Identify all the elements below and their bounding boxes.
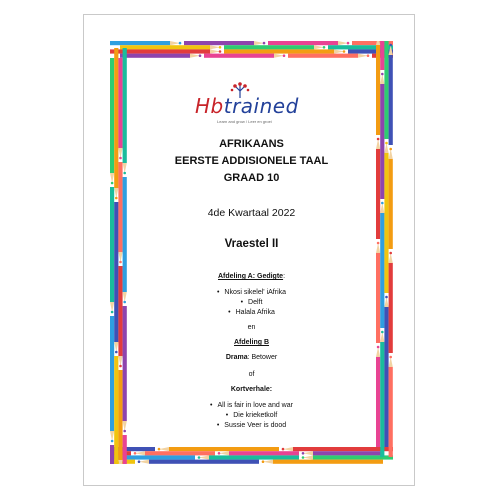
short-stories-label: Kortverhale: xyxy=(230,386,273,393)
pencil-lead xyxy=(115,197,118,200)
hbtrained-logo xyxy=(195,82,315,126)
pencil xyxy=(110,187,114,302)
pencil-lead xyxy=(123,172,126,175)
pencil-lead xyxy=(123,430,126,433)
pencil-lead xyxy=(377,346,380,349)
pencil-tip xyxy=(110,173,114,183)
pencil-tip xyxy=(118,148,122,158)
pencil xyxy=(268,41,338,45)
pencil-lead xyxy=(158,448,161,451)
pencil xyxy=(209,455,299,459)
pencil xyxy=(380,213,384,328)
pencil-tip xyxy=(118,356,122,366)
pencil-tip xyxy=(199,455,209,459)
pencil-lead xyxy=(381,73,384,76)
pencil xyxy=(376,45,380,135)
logo-prefix: Hb xyxy=(195,94,224,118)
pencil-lead xyxy=(367,54,370,57)
pencil-tip xyxy=(376,347,380,357)
pencil-lead xyxy=(111,440,114,443)
pencil xyxy=(224,49,334,53)
pencil-tip xyxy=(263,460,273,464)
pencil-tip xyxy=(389,357,393,367)
story-label: • Sussie Veer is dood xyxy=(217,422,286,429)
poem-item xyxy=(127,309,376,316)
pencil-tip xyxy=(389,149,393,159)
poem-label: • Nkosi sikelel' iAfrika xyxy=(217,289,286,296)
pencil-tip xyxy=(118,252,122,262)
pencil xyxy=(145,451,215,455)
story-item xyxy=(127,402,376,409)
pencil xyxy=(224,45,314,49)
pencil-lead xyxy=(262,460,265,463)
pencil-lead xyxy=(385,296,388,299)
pencil-lead xyxy=(199,54,202,57)
pencil-lead xyxy=(283,54,286,57)
pencil-lead xyxy=(377,138,380,141)
pencil-lead xyxy=(219,50,222,53)
pencil-tip xyxy=(376,243,380,253)
pencil-tip xyxy=(210,49,220,53)
pencil xyxy=(229,451,299,455)
pencil xyxy=(376,357,380,447)
pencil xyxy=(376,253,380,343)
drama-line xyxy=(127,354,376,361)
grade-title: GRAAD 10 xyxy=(223,172,280,184)
pencil-tip xyxy=(135,451,145,455)
drama-label: Drama xyxy=(225,354,248,361)
pencil xyxy=(118,58,122,148)
pencil xyxy=(273,460,383,464)
pencil xyxy=(120,45,210,49)
pencil-lead xyxy=(179,42,182,45)
pencil-lead xyxy=(343,50,346,53)
pencil-tip xyxy=(283,447,293,451)
pencil xyxy=(110,41,170,45)
pencil-tip xyxy=(210,45,220,49)
pencil-lead xyxy=(115,351,118,354)
or-text: of xyxy=(248,371,255,378)
pencil xyxy=(384,41,388,139)
pencil xyxy=(313,451,383,455)
section-a-colon: : xyxy=(283,273,286,280)
section-a-heading xyxy=(127,273,376,280)
pencil xyxy=(118,162,122,252)
subject-title: AFRIKAANS xyxy=(219,138,284,150)
pencil xyxy=(293,447,393,451)
pencil-lead xyxy=(119,365,122,368)
pencil-tip xyxy=(303,455,313,459)
story-label: • All is fair in love and war xyxy=(210,402,293,409)
pencil-lead xyxy=(377,242,380,245)
story-label: • Die krieketkolf xyxy=(226,412,277,419)
pencil-tip xyxy=(338,41,348,45)
pencil-tip xyxy=(219,451,229,455)
pencil-lead xyxy=(123,301,126,304)
pencil-lead xyxy=(263,42,266,45)
pencil-lead xyxy=(198,456,201,459)
pencil xyxy=(389,159,393,249)
pencil-tip xyxy=(314,45,324,49)
pencil-tip xyxy=(110,302,114,312)
pencil-lead xyxy=(347,42,350,45)
pencil-tip xyxy=(303,451,313,455)
pencil-tip xyxy=(110,431,114,441)
pencil xyxy=(184,41,254,45)
pencil-lead xyxy=(389,44,392,47)
cover-content xyxy=(127,58,376,447)
pencil-lead xyxy=(385,142,388,145)
poem-label: • Halala Afrika xyxy=(228,309,275,316)
pencil-lead xyxy=(119,157,122,160)
pencil-tip xyxy=(334,49,344,53)
pencil xyxy=(118,266,122,356)
pencil-tip xyxy=(376,139,380,149)
pencil xyxy=(376,149,380,239)
pencil-lead xyxy=(119,261,122,264)
pencil xyxy=(380,84,384,199)
quarter-label: 4de Kwartaal 2022 xyxy=(207,207,296,219)
pencil-tip xyxy=(114,342,118,352)
pencil xyxy=(118,370,122,460)
pencil-lead xyxy=(389,356,392,359)
pencil-lead xyxy=(302,452,305,455)
pencil-lead xyxy=(381,202,384,205)
pencil xyxy=(110,445,114,464)
pencil xyxy=(114,48,118,188)
pencil-lead xyxy=(138,460,141,463)
logo-tagline: Learn and grow / Leer en groei xyxy=(217,119,272,124)
pencil-tip xyxy=(114,188,118,198)
pencil-lead xyxy=(218,452,221,455)
pencil-lead xyxy=(381,331,384,334)
pencil-lead xyxy=(219,46,222,49)
paper-title: Vraestel II xyxy=(224,238,279,250)
story-item xyxy=(127,412,376,419)
pencil-tip xyxy=(159,447,169,451)
pencil-tip xyxy=(384,143,388,153)
pencil-lead xyxy=(323,46,326,49)
pencil xyxy=(110,58,114,173)
pencil xyxy=(389,263,393,353)
section-a-title: Afdeling A: Gedigte xyxy=(217,273,284,280)
pencil xyxy=(114,202,118,342)
pencil xyxy=(380,342,384,457)
pencil-tip xyxy=(380,332,384,342)
pencil xyxy=(380,41,384,70)
pencil xyxy=(169,447,279,451)
pencil-lead xyxy=(389,148,392,151)
logo-suffix: trained xyxy=(223,94,299,118)
poem-label: • Delft xyxy=(241,299,263,306)
logo-wordmark xyxy=(195,94,299,118)
story-item xyxy=(127,422,376,429)
pencil-lead xyxy=(302,456,305,459)
pencil-tip xyxy=(380,74,384,84)
pencil xyxy=(389,367,393,457)
pencil xyxy=(110,316,114,431)
conjunction-text: en xyxy=(247,324,256,331)
pencil-tip xyxy=(170,41,180,45)
pencil xyxy=(384,153,388,293)
pencil-tip xyxy=(139,460,149,464)
pencil-tip xyxy=(254,41,264,45)
pencil-lead xyxy=(282,448,285,451)
pencil xyxy=(149,460,259,464)
pencil-lead xyxy=(134,452,137,455)
pencil-lead xyxy=(389,252,392,255)
pencil xyxy=(384,307,388,447)
pencil xyxy=(114,356,118,464)
pencil-lead xyxy=(111,182,114,185)
pencil-tip xyxy=(384,297,388,307)
drama-value: : Betower xyxy=(247,354,278,361)
pencil-tip xyxy=(389,253,393,263)
pencil-lead xyxy=(111,311,114,314)
pencil-tip xyxy=(380,203,384,213)
pencil xyxy=(389,55,393,145)
section-b-title: Afdeling B xyxy=(234,339,269,346)
poem-item xyxy=(127,289,376,296)
poem-item xyxy=(127,299,376,306)
level-title: EERSTE ADDISIONELE TAAL xyxy=(174,155,329,167)
